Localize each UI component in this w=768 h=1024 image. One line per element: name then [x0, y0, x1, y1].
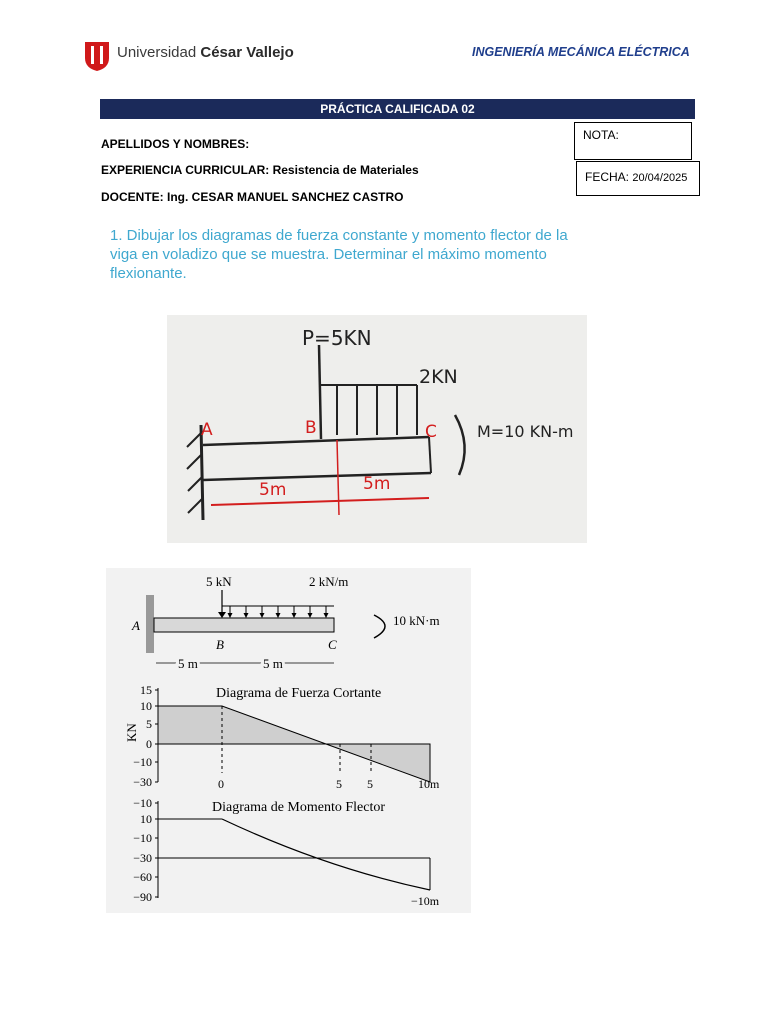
question-line-3: flexionante.	[110, 265, 187, 282]
course-value: Resistencia de Materiales	[272, 163, 419, 177]
shear-y-tick-label: 0	[146, 737, 152, 751]
photo-span-1: 5m	[259, 480, 287, 500]
photo-load-p: P=5KN	[302, 326, 372, 350]
shear-y-tick-label: 10	[140, 699, 152, 713]
shear-ylabel: KN	[124, 723, 139, 742]
university-name-regular: Universidad	[117, 44, 201, 61]
teacher-value: Ing. CESAR MANUEL SANCHEZ CASTRO	[167, 190, 404, 204]
distributed-load-arrow-head	[292, 613, 297, 618]
title-bar: PRÁCTICA CALIFICADA 02	[100, 99, 695, 119]
fig-point-a: A	[132, 618, 140, 633]
teacher-field	[101, 190, 403, 204]
teacher-label: DOCENTE:	[101, 190, 164, 204]
fig-span-2: 5 m	[263, 656, 283, 671]
shear-x-tick-0: 0	[218, 777, 224, 791]
shear-x-tick-5b: 5	[367, 777, 373, 791]
photo-moment: M=10 KN-m	[477, 422, 574, 441]
faculty-name: INGENIERÍA MECÁNICA ELÉCTRICA	[472, 45, 690, 59]
moment-arc	[374, 615, 385, 638]
moment-y-tick-label: −10	[133, 796, 152, 810]
distributed-load-arrow-head	[260, 613, 265, 618]
beam	[154, 618, 334, 632]
course-field	[101, 163, 419, 177]
distributed-load-arrow-head	[308, 613, 313, 618]
photo-load-w: 2KN	[419, 366, 458, 388]
question-line-2: viga en voladizo que se muestra. Determinar el máximo momento	[110, 246, 547, 263]
fecha-label: FECHA:	[585, 170, 630, 184]
university-name-bold: César Vallejo	[200, 44, 294, 61]
moment-y-axis	[133, 796, 158, 904]
whiteboard-photo	[167, 315, 587, 543]
fig-load-w: 2 kN/m	[309, 574, 349, 589]
shear-y-tick-label: −30	[133, 775, 152, 789]
fig-point-b: B	[216, 637, 224, 652]
beam-diagrams	[106, 568, 471, 913]
university-crest-icon	[84, 40, 110, 72]
shear-y-tick-label: 5	[146, 717, 152, 731]
names-label: APELLIDOS Y NOMBRES:	[101, 137, 250, 151]
moment-end-label: −10m	[411, 894, 440, 908]
distributed-load-arrow-head	[228, 613, 233, 618]
distributed-load-arrow-head	[324, 613, 329, 618]
moment-curve	[222, 819, 430, 890]
university-logo	[84, 40, 110, 77]
fig-load-p: 5 kN	[206, 574, 232, 589]
moment-y-tick-label: −10	[133, 831, 152, 845]
whiteboard-drawing	[167, 315, 587, 543]
moment-y-tick-label: −90	[133, 890, 152, 904]
fig-point-c: C	[328, 637, 337, 652]
university-name	[117, 44, 294, 61]
photo-point-b: B	[305, 418, 317, 438]
fecha-value: 20/04/2025	[632, 172, 688, 184]
moment-y-tick-label: −30	[133, 851, 152, 865]
question-text	[110, 226, 650, 283]
moment-y-tick-label: 10	[140, 812, 152, 826]
point-load-head	[218, 612, 226, 618]
nota-label: NOTA:	[583, 128, 619, 142]
photo-point-a: A	[201, 420, 213, 440]
photo-point-c: C	[425, 422, 437, 442]
distributed-load-arrows	[228, 606, 329, 618]
shear-title: Diagrama de Fuerza Cortante	[216, 686, 382, 701]
photo-span-2: 5m	[363, 474, 391, 494]
moment-y-tick-label: −60	[133, 870, 152, 884]
shear-y-tick-label: −10	[133, 755, 152, 769]
fig-moment: 10 kN·m	[393, 613, 440, 628]
fig-span-1: 5 m	[178, 656, 198, 671]
question-line-1: 1. Dibujar los diagramas de fuerza constante y momento flector de la	[110, 227, 568, 244]
fixed-support	[146, 595, 154, 653]
shear-end-label: 10m	[418, 777, 440, 791]
distributed-load-arrow-head	[276, 613, 281, 618]
distributed-load-arrow-head	[244, 613, 249, 618]
shear-y-tick-label: 15	[140, 683, 152, 697]
course-label: EXPERIENCIA CURRICULAR:	[101, 163, 270, 177]
fecha-box	[576, 161, 700, 196]
moment-title: Diagrama de Momento Flector	[212, 800, 386, 815]
solution-figure	[106, 568, 471, 913]
shear-x-tick-5a: 5	[336, 777, 342, 791]
nota-box	[574, 122, 692, 160]
